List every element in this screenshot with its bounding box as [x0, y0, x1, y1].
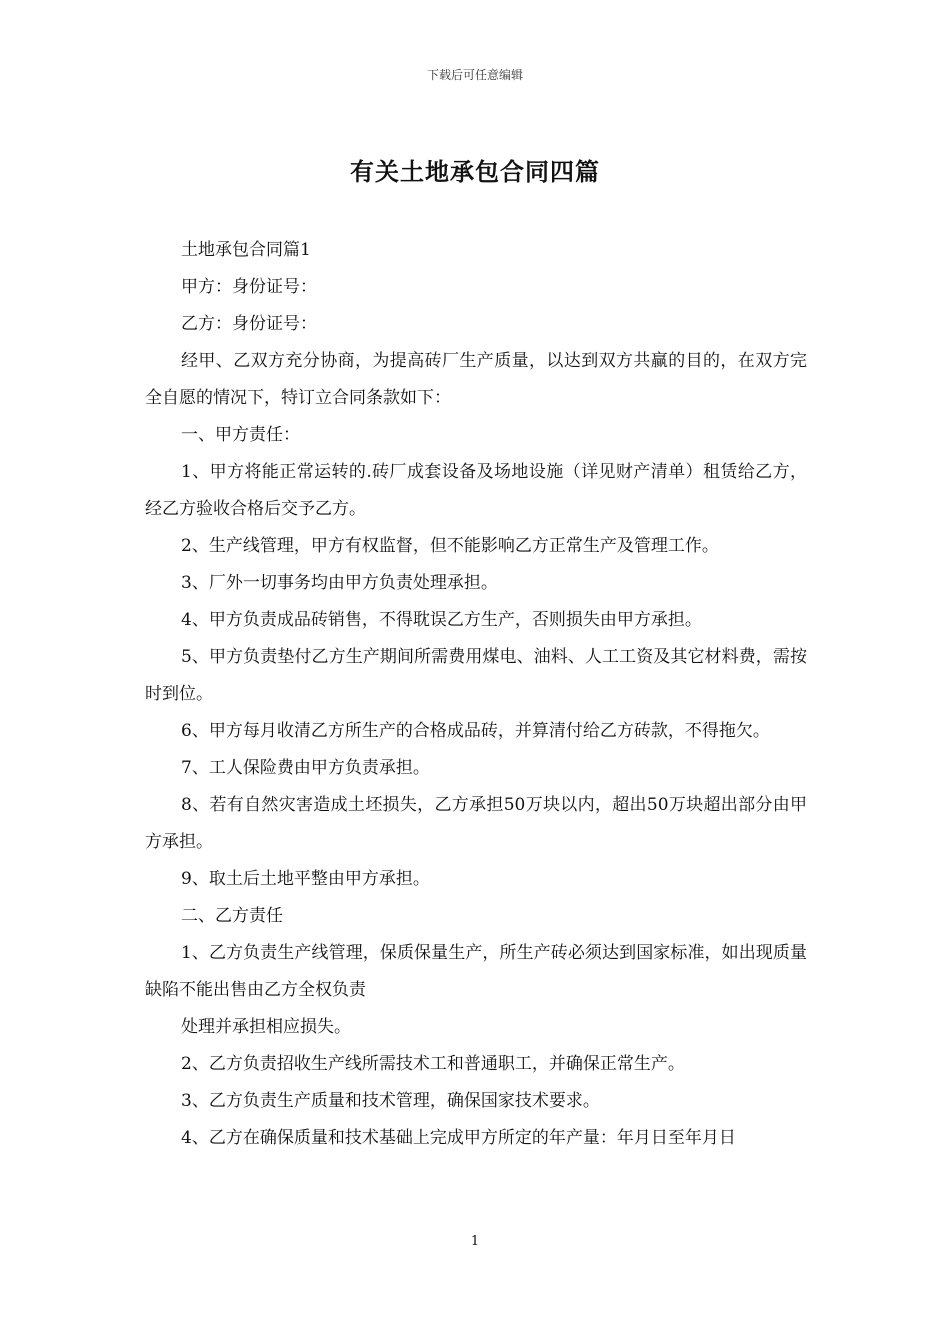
paragraph-b-clause-1: 1、乙方负责生产线管理，保质保量生产，所生产砖必须达到国家标准，如出现质量缺陷不能出售由乙方全权负责: [145, 943, 807, 1000]
paragraph-a-clause-6: 6、甲方每月收清乙方所生产的合格成品砖，并算清付给乙方砖款，不得拖欠。: [181, 721, 770, 741]
paragraph-party-a: 甲方：身份证号：: [181, 277, 317, 297]
paragraph-heading-party-b-duties: 二、乙方责任: [181, 906, 283, 926]
paragraph-a-clause-5: 5、甲方负责垫付乙方生产期间所需费用煤电、油料、人工工资及其它材料费，需按时到位。: [145, 647, 807, 704]
paragraph-a-clause-9: 9、取土后土地平整由甲方承担。: [181, 869, 430, 889]
paragraph-b-clause-2: 2、乙方负责招收生产线所需技术工和普通职工，并确保正常生产。: [181, 1054, 685, 1074]
paragraph-a-clause-7: 7、工人保险费由甲方负责承担。: [181, 758, 430, 778]
paragraph-a-clause-2: 2、生产线管理，甲方有权监督，但不能影响乙方正常生产及管理工作。: [181, 536, 719, 556]
paragraph-heading-party-a-duties: 一、甲方责任：: [181, 425, 300, 445]
paragraph-b-clause-1-continued: 处理并承担相应损失。: [181, 1017, 351, 1037]
paragraph-a-clause-3: 3、厂外一切事务均由甲方负责处理承担。: [181, 573, 498, 593]
paragraph-b-clause-4: 4、乙方在确保质量和技术基础上完成甲方所定的年产量：年月日至年月日: [181, 1128, 736, 1148]
document-body: [145, 232, 807, 1157]
paragraph-section-heading: 土地承包合同篇1: [181, 240, 311, 260]
paragraph-a-clause-4: 4、甲方负责成品砖销售，不得耽误乙方生产，否则损失由甲方承担。: [181, 610, 702, 630]
document-title: 有关土地承包合同四篇: [350, 157, 600, 186]
paragraph-a-clause-1: 1、甲方将能正常运转的.砖厂成套设备及场地设施（详见财产清单）租赁给乙方，经乙方验收合格后交予乙方。: [145, 462, 807, 519]
header-note: 下载后可任意编辑: [426, 68, 523, 82]
paragraph-b-clause-3: 3、乙方负责生产质量和技术管理，确保国家技术要求。: [181, 1091, 600, 1111]
paragraph-preamble: 经甲、乙双方充分协商，为提高砖厂生产质量，以达到双方共赢的目的，在双方完全自愿的情况下，特订立合同条款如下：: [145, 351, 807, 408]
paragraph-party-b: 乙方：身份证号：: [181, 314, 317, 334]
paragraph-a-clause-8: 8、若有自然灾害造成土坯损失，乙方承担50万块以内，超出50万块超出部分由甲方承担。: [145, 795, 807, 852]
page-number: 1: [470, 1234, 480, 1249]
